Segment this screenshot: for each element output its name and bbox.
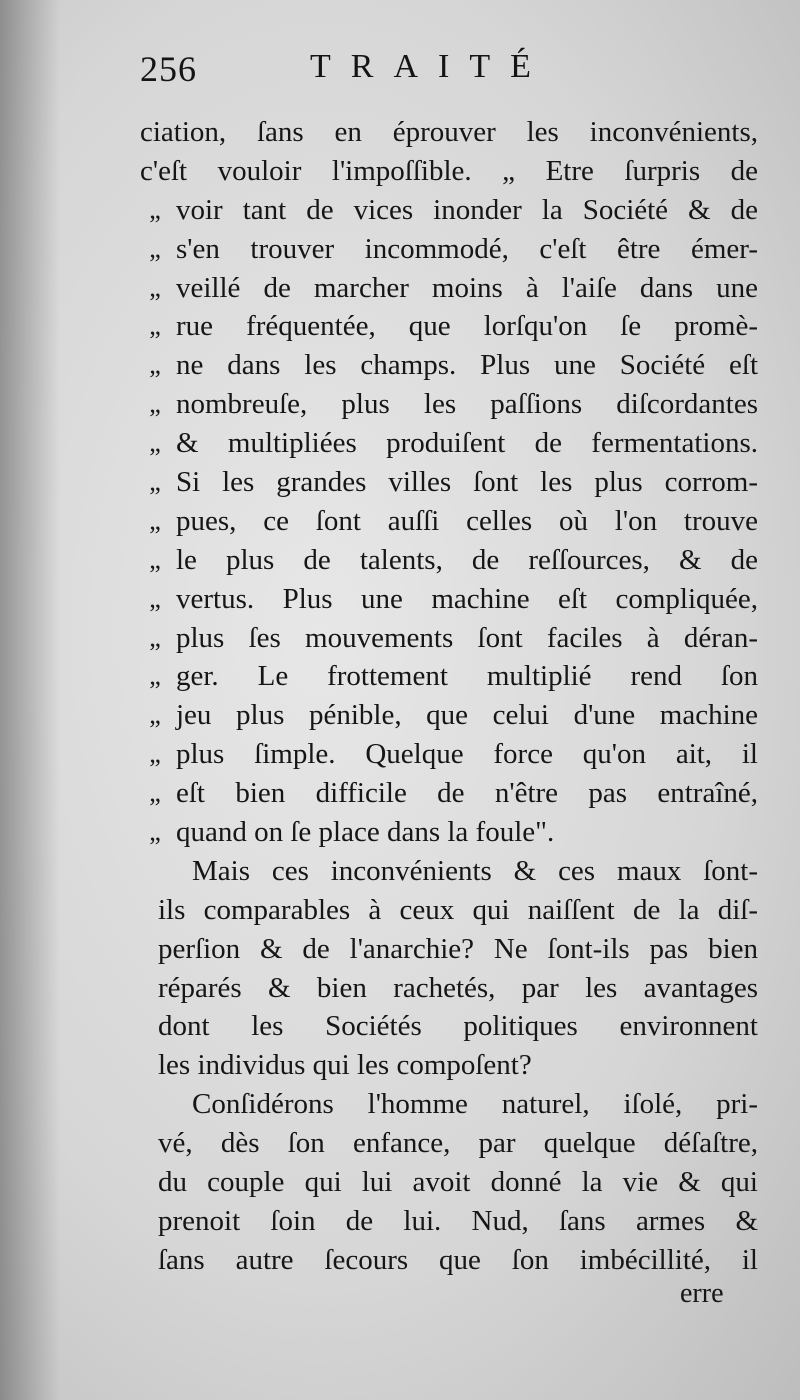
line-text: veillé de marcher moins à l'aiſe dans une — [176, 271, 758, 304]
text-line — [0, 230, 800, 269]
quotation-mark: „ — [149, 272, 161, 302]
line-text: ſans autre ſecours que ſon imbécillité, il — [158, 1243, 758, 1276]
text-line — [0, 696, 800, 735]
line-text: eſt bien difficile de n'être pas entraîné, — [176, 777, 758, 810]
quotation-mark: „ — [149, 505, 161, 535]
line-text: le plus de talents, de reſſources, & de — [176, 543, 758, 576]
text-line — [0, 1241, 800, 1280]
line-text: jeu plus pénible, que celui d'une machine — [176, 699, 758, 732]
line-text: réparés & bien rachetés, par les avantages — [158, 971, 758, 1004]
quotation-mark: „ — [149, 389, 161, 419]
text-line — [0, 1085, 800, 1124]
line-text: prenoit ſoin de lui. Nud, ſans armes & — [158, 1204, 758, 1237]
text-line — [0, 152, 800, 191]
text-line — [0, 269, 800, 308]
quotation-mark: „ — [149, 467, 161, 497]
line-text: c'eſt vouloir l'impoſſible. „ Etre ſurpris de — [140, 154, 758, 187]
line-text: voir tant de vices inonder la Société & de — [176, 193, 758, 226]
line-text: du couple qui lui avoit donné la vie & qui — [158, 1166, 758, 1199]
quotation-mark: „ — [149, 739, 161, 769]
text-line — [0, 657, 800, 696]
text-line — [0, 502, 800, 541]
quotation-mark: „ — [149, 583, 161, 613]
text-line — [0, 1124, 800, 1163]
text-line — [0, 113, 800, 152]
page-number: 256 — [140, 49, 197, 89]
line-text: dont les Sociétés politiques environnent — [158, 1010, 758, 1043]
text-line — [0, 463, 800, 502]
text-line — [0, 191, 800, 230]
quotation-mark: „ — [149, 350, 161, 380]
line-text: & multipliées produiſent de fermentations. — [176, 427, 758, 460]
line-text: ger. Le frottement multiplié rend ſon — [176, 660, 758, 693]
body-text — [0, 113, 800, 1280]
catchword: erre — [680, 1278, 724, 1309]
line-text: vertus. Plus une machine eſt compliquée, — [176, 582, 758, 615]
line-text: plus ſes mouvements ſont faciles à déran- — [176, 621, 758, 654]
text-line — [0, 891, 800, 930]
line-text: nombreuſe, plus les paſſions diſcordantes — [176, 388, 758, 421]
text-line — [0, 813, 800, 852]
text-line — [0, 1163, 800, 1202]
line-text: Conſidérons l'homme naturel, iſolé, pri- — [192, 1088, 758, 1121]
quotation-mark: „ — [149, 428, 161, 458]
text-line — [0, 852, 800, 891]
text-line — [0, 541, 800, 580]
quotation-mark: „ — [149, 233, 161, 263]
text-line — [0, 1202, 800, 1241]
quotation-mark: „ — [149, 194, 161, 224]
line-text: ne dans les champs. Plus une Société eſt — [176, 349, 758, 382]
line-text: quand on ſe place dans la foule". — [176, 816, 555, 849]
line-text: Mais ces inconvénients & ces maux ſont- — [192, 854, 758, 887]
quotation-mark: „ — [149, 700, 161, 730]
text-line — [0, 1007, 800, 1046]
line-text: plus ſimple. Quelque force qu'on ait, il — [176, 738, 758, 771]
quotation-mark: „ — [149, 544, 161, 574]
text-line — [0, 930, 800, 969]
text-line — [0, 735, 800, 774]
quotation-mark: „ — [149, 311, 161, 341]
text-line — [0, 774, 800, 813]
text-line — [0, 580, 800, 619]
line-text: ciation, ſans en éprouver les inconvénients, — [140, 116, 758, 148]
page-header — [140, 48, 760, 98]
quotation-mark: „ — [149, 778, 161, 808]
text-line — [0, 346, 800, 385]
line-text: les individus qui les compoſent? — [158, 1049, 532, 1082]
text-line — [0, 307, 800, 346]
line-text: perſion & de l'anarchie? Ne ſont-ils pas bien — [158, 932, 758, 965]
line-text: rue fréquentée, que lorſqu'on ſe promè- — [176, 310, 758, 343]
line-text: pues, ce ſont auſſi celles où l'on trouve — [176, 504, 758, 537]
text-line — [0, 619, 800, 658]
text-line — [0, 385, 800, 424]
text-line — [0, 424, 800, 463]
line-text: s'en trouver incommodé, c'eſt être émer- — [176, 232, 758, 265]
text-line — [0, 1046, 800, 1085]
line-text: vé, dès ſon enfance, par quelque déſaſtre, — [158, 1127, 758, 1160]
text-line — [0, 969, 800, 1008]
line-text: ils comparables à ceux qui naiſſent de la diſ- — [158, 893, 758, 926]
line-text: Si les grandes villes ſont les plus corrom- — [176, 466, 758, 499]
quotation-mark: „ — [149, 661, 161, 691]
quotation-mark: „ — [149, 622, 161, 652]
running-title: TRAITÉ — [310, 48, 551, 85]
quotation-mark: „ — [149, 817, 161, 847]
